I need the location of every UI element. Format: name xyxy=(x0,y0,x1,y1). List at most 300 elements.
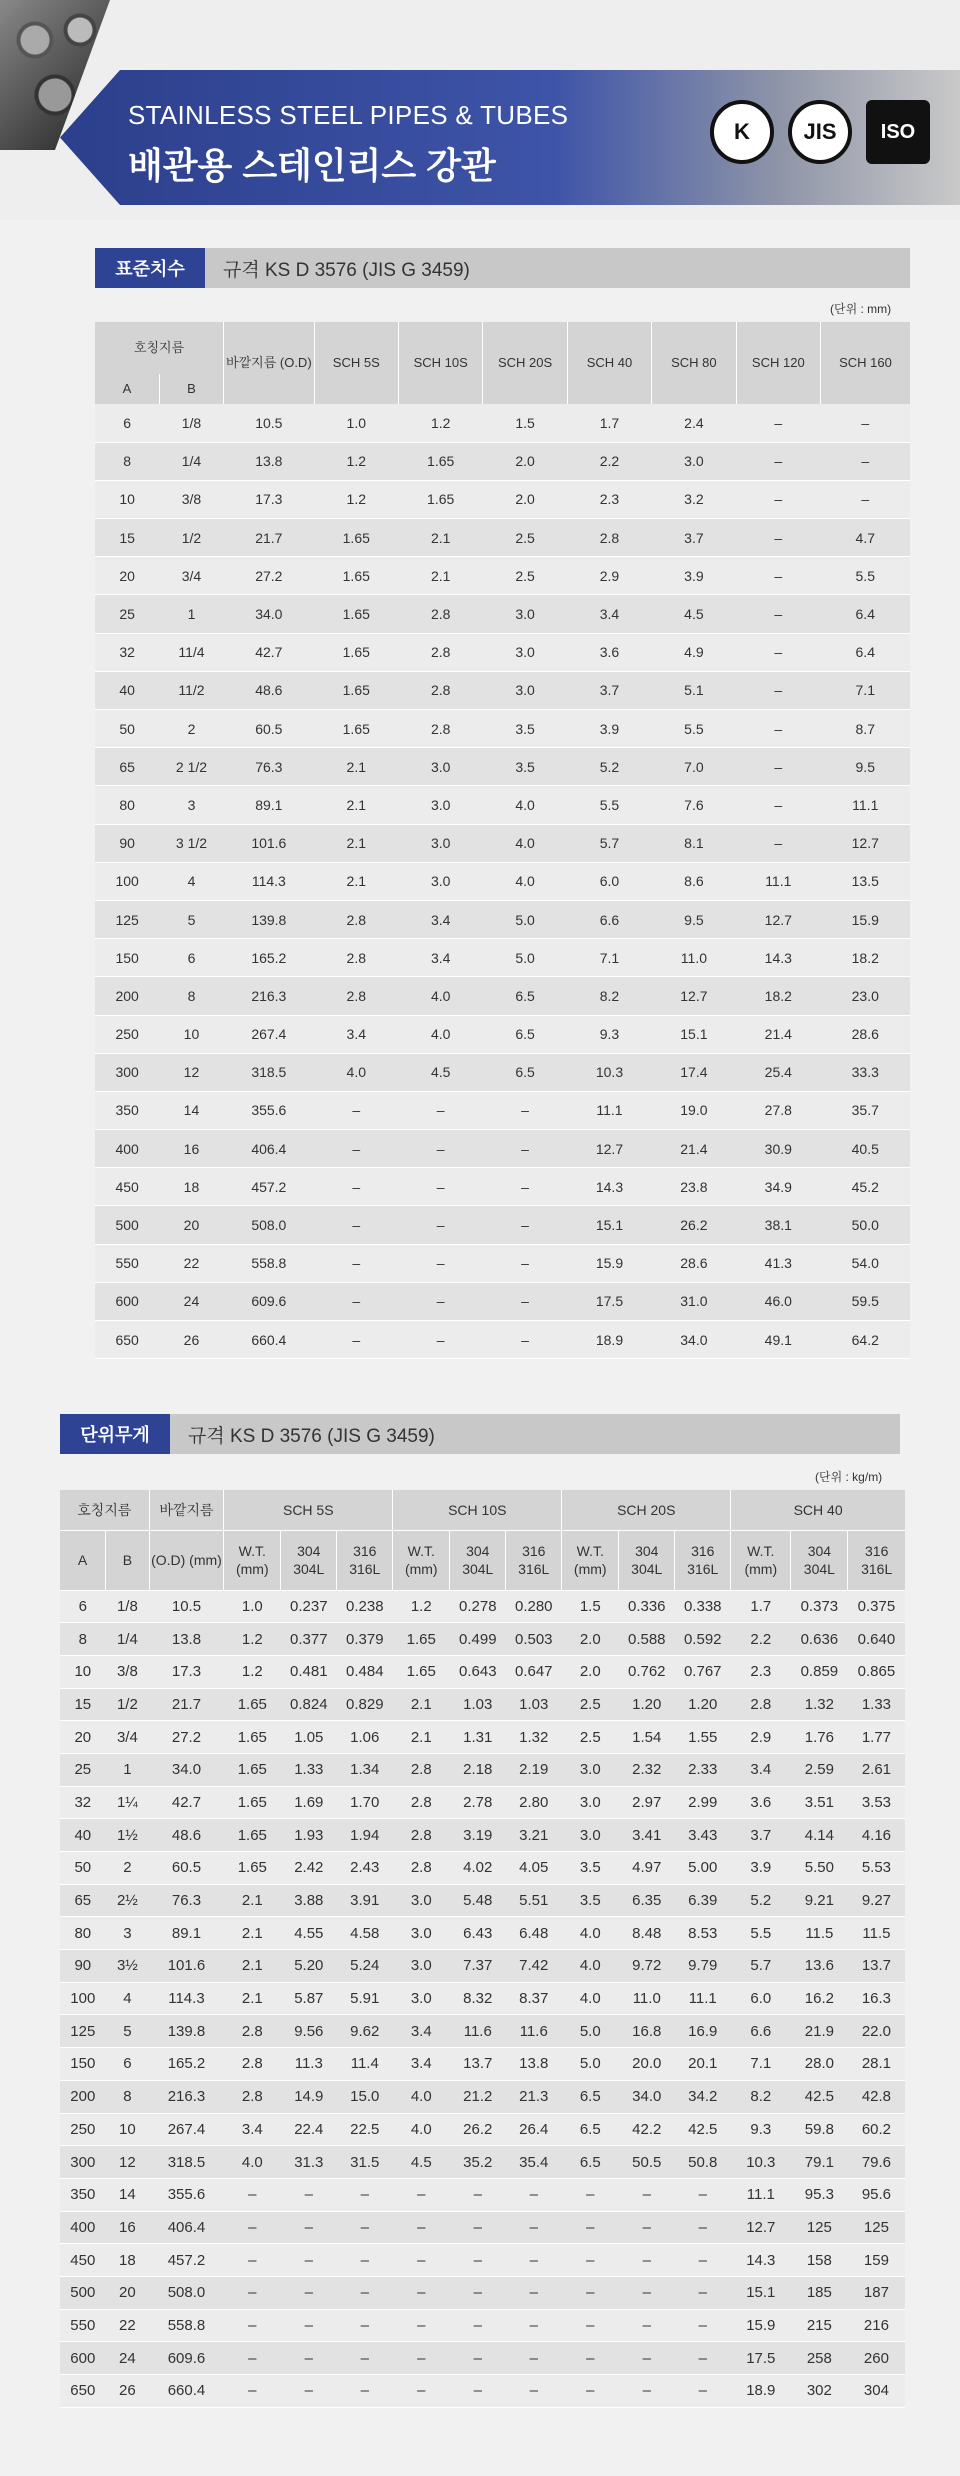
table-cell: 1.94 xyxy=(337,1819,393,1852)
table-cell: 0.640 xyxy=(848,1623,905,1656)
table-cell: 0.829 xyxy=(337,1688,393,1721)
table-cell: 17.5 xyxy=(731,2342,791,2375)
table-cell: – xyxy=(506,2244,562,2277)
table-cell: 1.2 xyxy=(224,1623,281,1656)
table-cell: 558.8 xyxy=(149,2309,224,2342)
table-cell: – xyxy=(393,2276,450,2309)
table-cell: 12.7 xyxy=(652,977,736,1015)
table-cell: 5.5 xyxy=(567,786,651,824)
table-cell: – xyxy=(821,442,911,480)
table-cell: 54.0 xyxy=(821,1244,911,1282)
table-cell: 5.5 xyxy=(731,1917,791,1950)
table-cell: 23.8 xyxy=(652,1168,736,1206)
header-304: 304 304L xyxy=(281,1530,337,1590)
table-cell: 7.6 xyxy=(652,786,736,824)
table-cell: – xyxy=(224,2244,281,2277)
table-cell: 8 xyxy=(159,977,223,1015)
table-cell: 13.7 xyxy=(848,1950,905,1983)
table-cell: 13.7 xyxy=(450,2048,506,2081)
table-cell: 5.48 xyxy=(450,1884,506,1917)
table-cell: 2.1 xyxy=(398,519,482,557)
table-cell: 90 xyxy=(60,1950,106,1983)
table-cell: 21.4 xyxy=(736,1015,820,1053)
table-cell: 34.0 xyxy=(619,2080,675,2113)
table-cell: 1/4 xyxy=(159,442,223,480)
table-cell: 20.1 xyxy=(675,2048,731,2081)
table-row xyxy=(95,1321,910,1359)
section-standard-dimensions-header xyxy=(95,248,910,288)
table-cell: 5.0 xyxy=(562,2048,619,2081)
table-cell: – xyxy=(281,2276,337,2309)
table-cell: 50.5 xyxy=(619,2146,675,2179)
table-cell: – xyxy=(619,2309,675,2342)
table-cell: 4 xyxy=(106,1982,150,2015)
table-row xyxy=(95,1015,910,1053)
table-cell: 1.65 xyxy=(224,1852,281,1885)
table-cell: 90 xyxy=(95,824,159,862)
table-cell: 11.1 xyxy=(821,786,911,824)
table-cell: 406.4 xyxy=(149,2211,224,2244)
section-unit-weight-header xyxy=(60,1414,900,1454)
table-row xyxy=(95,1168,910,1206)
table-cell: 6 xyxy=(159,939,223,977)
table-cell: 3.0 xyxy=(652,442,736,480)
table-cell: 10 xyxy=(106,2113,150,2146)
table-cell: 302 xyxy=(791,2375,848,2408)
table-cell: 16 xyxy=(106,2211,150,2244)
table-cell: 11.6 xyxy=(506,2015,562,2048)
table-row xyxy=(60,1753,905,1786)
table-cell: 508.0 xyxy=(224,1206,314,1244)
table-cell: 2.8 xyxy=(393,1753,450,1786)
table-cell: 2.8 xyxy=(314,977,398,1015)
table-cell: 304 xyxy=(848,2375,905,2408)
table-cell: 4.7 xyxy=(821,519,911,557)
table-cell: 45.2 xyxy=(821,1168,911,1206)
table-cell: 1.65 xyxy=(314,710,398,748)
table-cell: 3.0 xyxy=(562,1753,619,1786)
header-wt: W.T. (mm) xyxy=(224,1530,281,1590)
table-cell: 21.7 xyxy=(149,1688,224,1721)
table-cell: – xyxy=(337,2375,393,2408)
table-cell: 0.762 xyxy=(619,1655,675,1688)
table-cell: 7.37 xyxy=(450,1950,506,1983)
table-cell: – xyxy=(736,519,820,557)
table-cell: 10 xyxy=(60,1655,106,1688)
table-cell: 5.2 xyxy=(731,1884,791,1917)
table-cell: 59.8 xyxy=(791,2113,848,2146)
table-cell: 9.5 xyxy=(821,748,911,786)
table-cell: – xyxy=(224,2276,281,2309)
table-cell: – xyxy=(562,2375,619,2408)
table-cell: 5.0 xyxy=(483,939,567,977)
table-cell: 2.8 xyxy=(398,671,482,709)
table-cell: 21.7 xyxy=(224,519,314,557)
table-cell: – xyxy=(736,442,820,480)
table-cell: 3.7 xyxy=(652,519,736,557)
table-cell: 4.0 xyxy=(483,786,567,824)
table-row xyxy=(60,1688,905,1721)
table-cell: 12.7 xyxy=(821,824,911,862)
table-cell: 2.1 xyxy=(314,862,398,900)
table-cell: 6.5 xyxy=(562,2080,619,2113)
table-cell: 25.4 xyxy=(736,1053,820,1091)
table-cell: 48.6 xyxy=(149,1819,224,1852)
table-cell: 6.5 xyxy=(483,1053,567,1091)
table-cell: 89.1 xyxy=(149,1917,224,1950)
table-cell: 6.0 xyxy=(731,1982,791,2015)
table-cell: 6.6 xyxy=(731,2015,791,2048)
table-cell: 3.0 xyxy=(398,786,482,824)
table-cell: 50.8 xyxy=(675,2146,731,2179)
page-header xyxy=(0,0,960,220)
table-cell: – xyxy=(483,1130,567,1168)
table-cell: – xyxy=(314,1206,398,1244)
table-cell: 13.8 xyxy=(506,2048,562,2081)
table-cell: 2 xyxy=(106,1852,150,1885)
table-row xyxy=(60,2276,905,2309)
table-cell: 2½ xyxy=(106,1884,150,1917)
table-cell: 3.0 xyxy=(398,862,482,900)
header-a: A xyxy=(60,1530,106,1590)
table-cell: 216.3 xyxy=(149,2080,224,2113)
table-cell: 250 xyxy=(60,2113,106,2146)
table-cell: 2.8 xyxy=(398,633,482,671)
table-cell: – xyxy=(483,1282,567,1320)
table-cell: – xyxy=(398,1206,482,1244)
table-cell: – xyxy=(224,2309,281,2342)
table-cell: 34.0 xyxy=(224,595,314,633)
table-cell: 8.6 xyxy=(652,862,736,900)
table-cell: 48.6 xyxy=(224,671,314,709)
table-cell: 2.80 xyxy=(506,1786,562,1819)
table-cell: 5.87 xyxy=(281,1982,337,2015)
table-cell: – xyxy=(450,2309,506,2342)
header-316: 316 316L xyxy=(848,1530,905,1590)
table-cell: 1/2 xyxy=(159,519,223,557)
table-cell: 1.31 xyxy=(450,1721,506,1754)
table-cell: 42.5 xyxy=(675,2113,731,2146)
table-cell: 3.0 xyxy=(393,1950,450,1983)
table-cell: 1.20 xyxy=(619,1688,675,1721)
table-cell: 8.53 xyxy=(675,1917,731,1950)
table-cell: 22.0 xyxy=(848,2015,905,2048)
table-cell: 14.9 xyxy=(281,2080,337,2113)
table-cell: 4.0 xyxy=(393,2080,450,2113)
table-cell: 3.6 xyxy=(567,633,651,671)
table-cell: – xyxy=(314,1282,398,1320)
table-row xyxy=(95,748,910,786)
header-sch: SCH 10S xyxy=(398,322,482,404)
table-cell: 1.65 xyxy=(398,442,482,480)
table-cell: – xyxy=(736,480,820,518)
table-cell: 6.4 xyxy=(821,633,911,671)
table-cell: – xyxy=(562,2244,619,2277)
table-cell: 27.2 xyxy=(224,557,314,595)
table-cell: 4.5 xyxy=(652,595,736,633)
table-cell: 1.65 xyxy=(393,1623,450,1656)
header-sch: SCH 80 xyxy=(652,322,736,404)
table-cell: 125 xyxy=(95,900,159,938)
table-cell: – xyxy=(450,2244,506,2277)
table-cell: 40 xyxy=(60,1819,106,1852)
table-cell: 3.41 xyxy=(619,1819,675,1852)
table-cell: 2.59 xyxy=(791,1753,848,1786)
table-cell: 0.588 xyxy=(619,1623,675,1656)
table-cell: 4.02 xyxy=(450,1852,506,1885)
table-cell: 3.4 xyxy=(393,2048,450,2081)
table-cell: – xyxy=(314,1130,398,1168)
table-cell: 23.0 xyxy=(821,977,911,1015)
table-cell: 2.8 xyxy=(314,900,398,938)
table-cell: 10.3 xyxy=(731,2146,791,2179)
table-cell: 600 xyxy=(60,2342,106,2375)
table-cell: 250 xyxy=(95,1015,159,1053)
table-cell: 1.2 xyxy=(314,480,398,518)
table-cell: 6.43 xyxy=(450,1917,506,1950)
table-cell: – xyxy=(398,1168,482,1206)
table-cell: 3.88 xyxy=(281,1884,337,1917)
table-cell: 0.484 xyxy=(337,1655,393,1688)
table-cell: 2.4 xyxy=(652,404,736,442)
table-cell: 0.503 xyxy=(506,1623,562,1656)
table-cell: 4.0 xyxy=(314,1053,398,1091)
table-cell: 1.5 xyxy=(562,1590,619,1623)
table-cell: 3.4 xyxy=(398,900,482,938)
table-cell: 2.8 xyxy=(224,2015,281,2048)
table-cell: 5.20 xyxy=(281,1950,337,1983)
table-row xyxy=(95,824,910,862)
table-cell: 3.6 xyxy=(731,1786,791,1819)
table-cell: 3.4 xyxy=(314,1015,398,1053)
table-cell: 1.7 xyxy=(731,1590,791,1623)
table-cell: 355.6 xyxy=(224,1091,314,1129)
section-standard: 규격 KS D 3576 (JIS G 3459) xyxy=(188,1425,435,1447)
table-cell: – xyxy=(675,2309,731,2342)
table-cell: 1.34 xyxy=(337,1753,393,1786)
table-cell: 6 xyxy=(95,404,159,442)
table-row xyxy=(60,2309,905,2342)
table-cell: 2.1 xyxy=(224,1884,281,1917)
table-cell: 500 xyxy=(95,1206,159,1244)
table-cell: 17.3 xyxy=(224,480,314,518)
table-cell: 3.4 xyxy=(398,939,482,977)
table-cell: 1.65 xyxy=(314,671,398,709)
table-cell: 3.9 xyxy=(652,557,736,595)
table-cell: 20 xyxy=(106,2276,150,2309)
table-cell: 14.3 xyxy=(736,939,820,977)
table-cell: 1.54 xyxy=(619,1721,675,1754)
table-cell: 1¼ xyxy=(106,1786,150,1819)
table-cell: 18 xyxy=(159,1168,223,1206)
table-cell: 300 xyxy=(60,2146,106,2179)
table-cell: – xyxy=(224,2178,281,2211)
table-cell: 1.76 xyxy=(791,1721,848,1754)
table-cell: 101.6 xyxy=(224,824,314,862)
table-cell: 4.5 xyxy=(393,2146,450,2179)
table-cell: – xyxy=(398,1244,482,1282)
table-row xyxy=(60,1590,905,1623)
table-cell: 18 xyxy=(106,2244,150,2277)
table-cell: 4.16 xyxy=(848,1819,905,1852)
table-cell: – xyxy=(619,2342,675,2375)
table-cell: 4.0 xyxy=(562,1917,619,1950)
table-cell: 1.65 xyxy=(393,1655,450,1688)
table-cell: 8 xyxy=(95,442,159,480)
table-cell: 4.0 xyxy=(393,2113,450,2146)
table-cell: 5.00 xyxy=(675,1852,731,1885)
table-cell: 31.3 xyxy=(281,2146,337,2179)
section-badge: 표준치수 xyxy=(95,248,205,288)
certification-logos xyxy=(710,100,930,164)
table-cell: 15.9 xyxy=(731,2309,791,2342)
table-cell: 0.647 xyxy=(506,1655,562,1688)
table-row xyxy=(95,519,910,557)
table-cell: 6.6 xyxy=(567,900,651,938)
table-cell: 28.0 xyxy=(791,2048,848,2081)
table-cell: 3.91 xyxy=(337,1884,393,1917)
table-cell: 1.03 xyxy=(506,1688,562,1721)
table-cell: – xyxy=(675,2211,731,2244)
table-cell: 6.48 xyxy=(506,1917,562,1950)
table-cell: 2.61 xyxy=(848,1753,905,1786)
table-cell: – xyxy=(736,671,820,709)
table-cell: 1.65 xyxy=(224,1753,281,1786)
table-cell: 34.0 xyxy=(652,1321,736,1359)
table-cell: 7.1 xyxy=(821,671,911,709)
table-cell: 12 xyxy=(159,1053,223,1091)
table-cell: 6.5 xyxy=(562,2113,619,2146)
table-cell: 60.5 xyxy=(149,1852,224,1885)
table-row xyxy=(95,1282,910,1320)
table-cell: 1/8 xyxy=(106,1590,150,1623)
table-cell: 125 xyxy=(848,2211,905,2244)
table-cell: – xyxy=(393,2342,450,2375)
table-cell: 80 xyxy=(95,786,159,824)
table-cell: 11.1 xyxy=(567,1091,651,1129)
table-cell: 3/4 xyxy=(159,557,223,595)
table-cell: 76.3 xyxy=(149,1884,224,1917)
table-cell: 125 xyxy=(60,2015,106,2048)
table-cell: 3.5 xyxy=(483,710,567,748)
table-cell: – xyxy=(337,2178,393,2211)
table-cell: 9.72 xyxy=(619,1950,675,1983)
header-od-unit: (O.D) (mm) xyxy=(149,1530,224,1590)
table-cell: 79.6 xyxy=(848,2146,905,2179)
table-cell: 508.0 xyxy=(149,2276,224,2309)
table-cell: 27.8 xyxy=(736,1091,820,1129)
table-cell: – xyxy=(314,1321,398,1359)
table-cell: 400 xyxy=(95,1130,159,1168)
table-row xyxy=(95,1206,910,1244)
table-cell: – xyxy=(619,2276,675,2309)
table-cell: 3/8 xyxy=(159,480,223,518)
table-cell: 2.2 xyxy=(731,1623,791,1656)
table-cell: – xyxy=(562,2309,619,2342)
table-cell: 1.0 xyxy=(314,404,398,442)
table-cell: – xyxy=(562,2178,619,2211)
table-cell: 6.35 xyxy=(619,1884,675,1917)
table-cell: 2.1 xyxy=(393,1688,450,1721)
table-cell: 2.43 xyxy=(337,1852,393,1885)
table-cell: 0.499 xyxy=(450,1623,506,1656)
header-nominal: 호칭지름 xyxy=(95,322,224,374)
table-cell: 4.58 xyxy=(337,1917,393,1950)
table-cell: 2.2 xyxy=(567,442,651,480)
table-cell: 15.9 xyxy=(567,1244,651,1282)
table-cell: 8.7 xyxy=(821,710,911,748)
table-cell: – xyxy=(398,1321,482,1359)
table-cell: 22.5 xyxy=(337,2113,393,2146)
table-cell: 318.5 xyxy=(149,2146,224,2179)
table-cell: – xyxy=(736,786,820,824)
table-cell: 7.1 xyxy=(567,939,651,977)
table-cell: 15.1 xyxy=(731,2276,791,2309)
title-korean: 배관용 스테인리스 강관 xyxy=(128,145,496,186)
header-od: 바깥지름 (O.D) xyxy=(224,322,314,404)
table-cell: 11.4 xyxy=(337,2048,393,2081)
table-cell: 1.33 xyxy=(281,1753,337,1786)
table-cell: 2.9 xyxy=(567,557,651,595)
table-cell: 11.1 xyxy=(731,2178,791,2211)
table-row xyxy=(60,2244,905,2277)
table-cell: 3.0 xyxy=(393,1982,450,2015)
table-cell: 31.0 xyxy=(652,1282,736,1320)
unit-label: (단위 : kg/m) xyxy=(815,1470,883,1484)
table-cell: 350 xyxy=(60,2178,106,2211)
table-cell: 14 xyxy=(106,2178,150,2211)
table-cell: – xyxy=(393,2375,450,2408)
table-cell: 4.5 xyxy=(398,1053,482,1091)
table-cell: – xyxy=(393,2211,450,2244)
table-cell: – xyxy=(675,2178,731,2211)
header-304: 304 304L xyxy=(791,1530,848,1590)
table-cell: 3.53 xyxy=(848,1786,905,1819)
table-cell: 40.5 xyxy=(821,1130,911,1168)
table-cell: 9.3 xyxy=(731,2113,791,2146)
table-cell: 2.0 xyxy=(483,480,567,518)
table-row xyxy=(60,1819,905,1852)
table-cell: 100 xyxy=(60,1982,106,2015)
table-cell: 1½ xyxy=(106,1819,150,1852)
table-row xyxy=(95,939,910,977)
table-cell: – xyxy=(619,2244,675,2277)
table-cell: – xyxy=(562,2276,619,2309)
table-row xyxy=(95,710,910,748)
table-cell: 2.1 xyxy=(224,1982,281,2015)
table-cell: – xyxy=(337,2309,393,2342)
table-cell: 3.51 xyxy=(791,1786,848,1819)
table-cell: 16.8 xyxy=(619,2015,675,2048)
table-cell: 9.27 xyxy=(848,1884,905,1917)
table-row xyxy=(60,2146,905,2179)
table-cell: 5.2 xyxy=(567,748,651,786)
table-cell: 1.65 xyxy=(314,633,398,671)
table-cell: 4.0 xyxy=(398,977,482,1015)
table-cell: 3.0 xyxy=(393,1884,450,1917)
table-cell: 35.4 xyxy=(506,2146,562,2179)
table-cell: 5.0 xyxy=(483,900,567,938)
table-cell: – xyxy=(281,2244,337,2277)
table-cell: 15 xyxy=(95,519,159,557)
table-row xyxy=(60,2113,905,2146)
table-cell: 2.1 xyxy=(224,1917,281,1950)
table-cell: 10.5 xyxy=(149,1590,224,1623)
table-cell: 2.1 xyxy=(314,824,398,862)
table-cell: 5.5 xyxy=(821,557,911,595)
table-cell: 2.8 xyxy=(393,1852,450,1885)
table-cell: 1.65 xyxy=(224,1721,281,1754)
